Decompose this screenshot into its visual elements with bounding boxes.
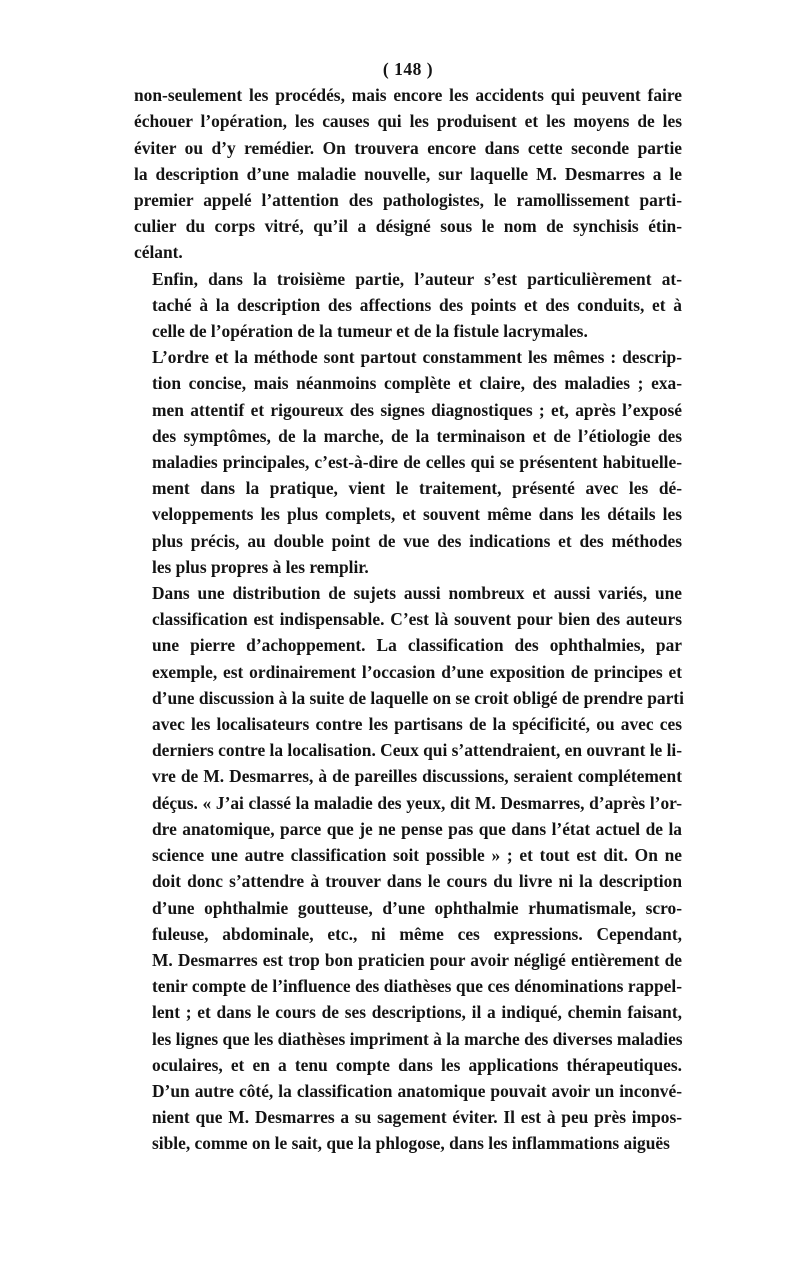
text-line: oculaires, et en a tenu compte dans les applications thérapeutiques. xyxy=(152,1054,682,1075)
text-line: fuleuse, abdominale, etc., ni même ces expressions. Cependant, xyxy=(152,923,682,944)
page-number: ( 148 ) xyxy=(382,59,434,79)
text-line: dre anatomique, parce que je ne pense pas que dans l’état actuel de la xyxy=(152,818,682,839)
text-line: premier appelé l’attention des pathologistes, le ramollissement parti- xyxy=(134,190,682,211)
text-line: L’ordre et la méthode sont partout constamment les mêmes : descrip- xyxy=(152,347,682,368)
paragraph xyxy=(134,82,682,265)
text-line: célant. xyxy=(134,242,183,263)
text-line: les lignes que les diathèses impriment à la marche des diverses maladies xyxy=(152,1028,683,1049)
text-line: les plus propres à les remplir. xyxy=(152,556,369,577)
text-line: plus précis, au double point de vue des indications et des méthodes xyxy=(152,530,682,551)
text-line: échouer l’opération, les causes qui les produisent et les moyens de les xyxy=(134,111,682,132)
text-line: d’une ophthalmie goutteuse, d’une ophthalmie rhumatismale, scro- xyxy=(152,897,682,918)
text-line: tenir compte de l’influence des diathèses que ces dénominations rappel- xyxy=(152,976,682,997)
text-line: culier du corps vitré, qu’il a désigné sous le nom de synchisis étin- xyxy=(134,216,682,237)
paragraph xyxy=(134,580,682,1156)
text-line: déçus. « J’ai classé la maladie des yeux, dit M. Desmarres, d’après l’or- xyxy=(152,792,682,813)
text-line: ment dans la pratique, vient le traitement, présenté avec les dé- xyxy=(152,478,682,499)
text-line: M. Desmarres est trop bon praticien pour avoir négligé entièrement de xyxy=(152,949,682,970)
text-line: science une autre classification soit possible » ; et tout est dit. On ne xyxy=(152,845,682,866)
text-line: derniers contre la localisation. Ceux qui s’attendraient, en ouvrant le li- xyxy=(152,740,683,761)
text-line: des symptômes, de la marche, de la terminaison et de l’étiologie des xyxy=(152,425,682,446)
text-line: éviter ou d’y remédier. On trouvera encore dans cette seconde partie xyxy=(134,137,682,158)
text-line: exemple, est ordinairement l’occasion d’une exposition de principes et xyxy=(152,661,682,682)
text-line: avec les localisateurs contre les partisans de la spécificité, ou avec ces xyxy=(152,714,682,735)
paragraph xyxy=(134,266,682,345)
text-line: Enfin, dans la troisième partie, l’auteur s’est particulièrement at- xyxy=(152,268,682,289)
text-line: veloppements les plus complets, et souvent même dans les détails les xyxy=(152,504,682,525)
text-line: sible, comme on le sait, que la phlogose, dans les inflammations aiguës xyxy=(152,1133,670,1154)
paragraph xyxy=(134,344,682,580)
text-line: non-seulement les procédés, mais encore les accidents qui peuvent faire xyxy=(134,85,682,106)
text-line: nient que M. Desmarres a su sagement éviter. Il est à peu près impos- xyxy=(152,1107,682,1128)
text-line: Dans une distribution de sujets aussi nombreux et aussi variés, une xyxy=(152,583,682,604)
text-line: vre de M. Desmarres, à de pareilles discussions, seraient complétement xyxy=(152,766,682,787)
text-line: lent ; et dans le cours de ses descriptions, il a indiqué, chemin faisant, xyxy=(152,1002,682,1023)
text-line: celle de l’opération de la tumeur et de la fistule lacrymales. xyxy=(152,321,588,342)
text-line: doit donc s’attendre à trouver dans le cours du livre ni la description xyxy=(152,871,682,892)
text-line: taché à la description des affections des points et des conduits, et à xyxy=(152,294,682,315)
text-line: maladies principales, c’est-à-dire de celles qui se présentent habituelle- xyxy=(152,452,682,473)
text-line: d’une discussion à la suite de laquelle on se croit obligé de prendre parti xyxy=(152,687,684,708)
text-line: une pierre d’achoppement. La classification des ophthalmies, par xyxy=(152,635,682,656)
text-line: classification est indispensable. C’est là souvent pour bien des auteurs xyxy=(152,609,682,630)
body-text xyxy=(134,82,682,1156)
page xyxy=(134,56,682,1157)
text-line: la description d’une maladie nouvelle, sur laquelle M. Desmarres a le xyxy=(134,163,682,184)
text-line: tion concise, mais néanmoins complète et claire, des maladies ; exa- xyxy=(152,373,682,394)
text-line: men attentif et rigoureux des signes diagnostiques ; et, après l’exposé xyxy=(152,399,682,420)
text-line: D’un autre côté, la classification anatomique pouvait avoir un inconvé- xyxy=(152,1080,682,1101)
